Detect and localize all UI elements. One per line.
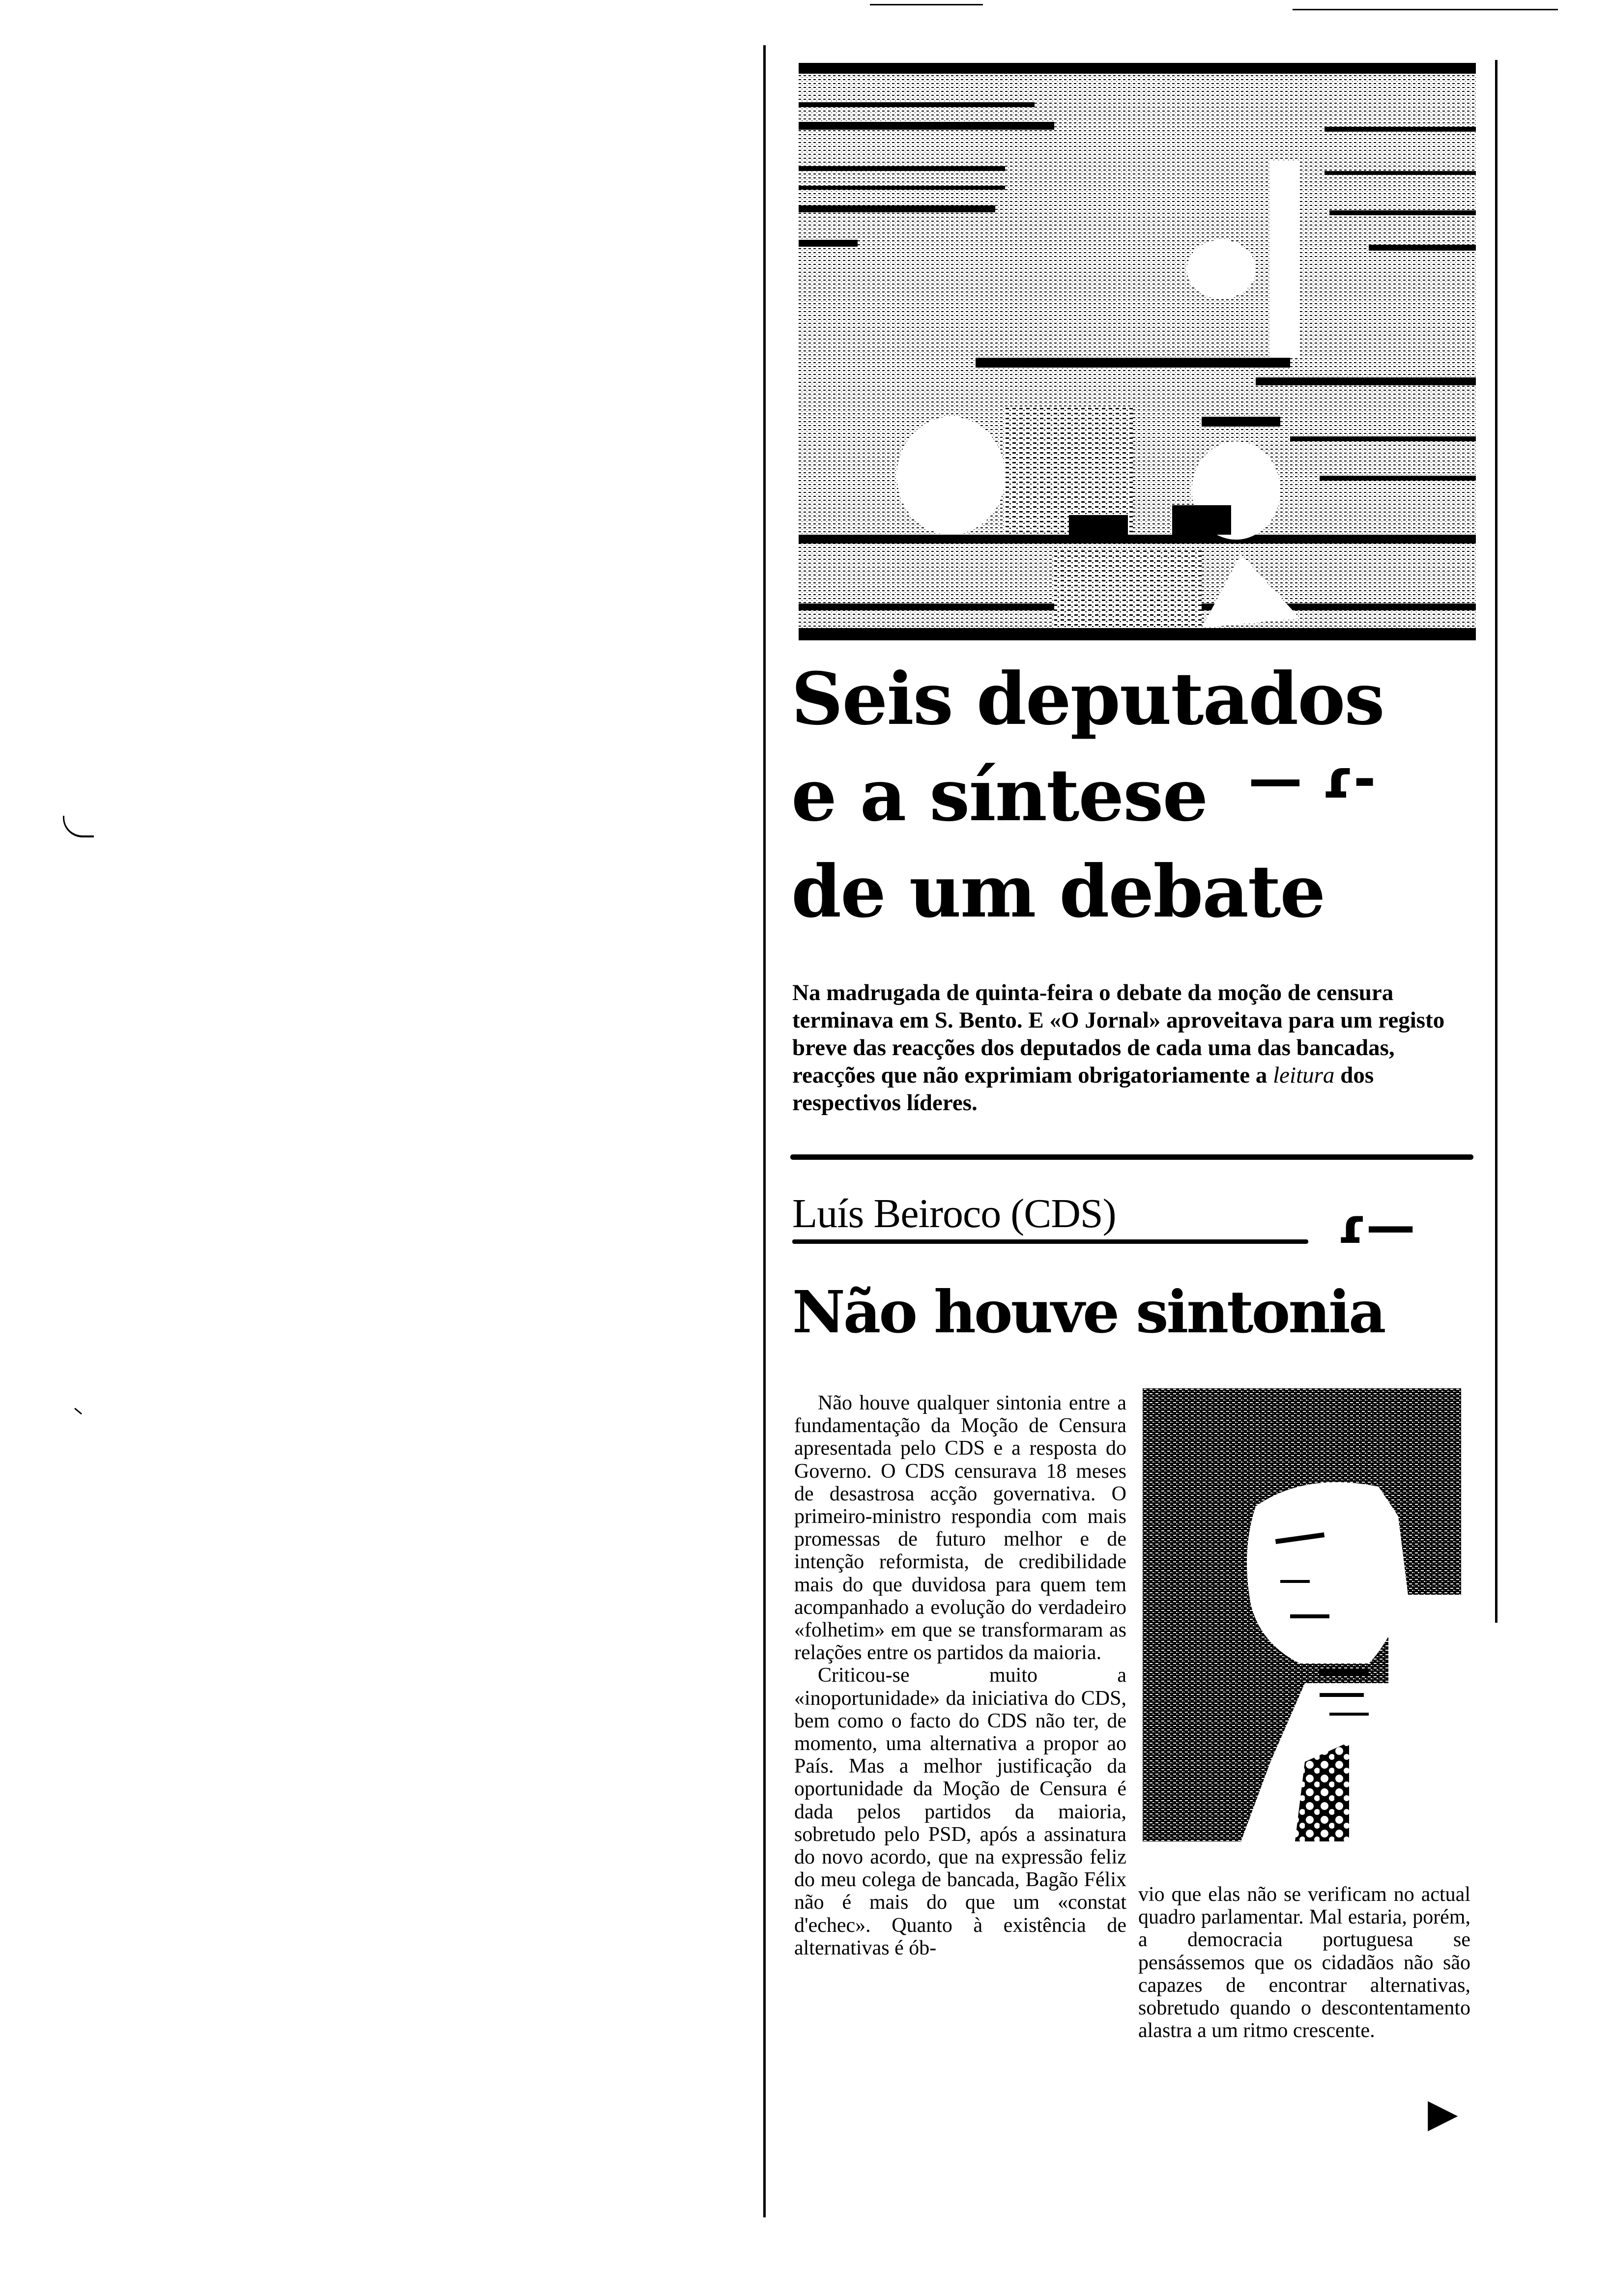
left-column-rule bbox=[763, 45, 766, 2217]
body-paragraph-3: vio que elas não se verificam no actual quadro parlamentar. Mal estaria, porém, a democracia portuguesa se pensássemos que os cidadãos não são capazes de encontrar alternativas, sobretudo quando o descontentamento alastra a um ritmo crescente. bbox=[1138, 1883, 1470, 2042]
margin-mark-curve bbox=[63, 816, 94, 837]
margin-mark-tick bbox=[74, 1408, 82, 1415]
body-paragraph-2: Criticou-se muito a «inoportunidade» da iniciativa do CDS, bem como o facto do CDS não ter, de momento, uma alternativa a propor ao País. Mas a melhor justificação da oportunidade da Moção de Censura é dada pelos partidos da maioria, sobretudo pelo PSD, após a assinatura do novo acordo, que na expressão feliz do meu colega de bancada, Bagão Félix não é mais do que um «constat d'echec». Quanto à existência de alternativas é ób- bbox=[794, 1664, 1126, 1959]
lede-text: Na madrugada de quinta-feira o debate da moção de censura terminava em S. Bento. E «O Jornal» aproveitava para um registo breve das reacções dos deputados de cada uma das bancadas, reacções que não exprimiam obrigatoriamente a bbox=[792, 980, 1445, 1088]
headline-line-2: e a síntese bbox=[791, 753, 1208, 837]
portrait-photo bbox=[1143, 1388, 1461, 1841]
section-separator-rule bbox=[790, 1154, 1473, 1160]
lede-italic-word: leitura bbox=[1273, 1062, 1335, 1088]
body-paragraph-1: Não houve qualquer sintonia entre a fundamentação da Moção de Censura apresentada pelo CDS e a resposta do Governo. O CDS censurava 18 meses de desastrosa acção governativa. O primeiro-ministro respondia com mais promessas de futuro melhor e de intenção reformista, de credibilidade mais do que duvidosa para quem tem acompanhado a evolução do verdadeiro «folhetim» em que se transformaram as relações entre os partidos da maioria. bbox=[794, 1392, 1126, 1665]
headline-line-1: Seis deputados bbox=[791, 657, 1384, 741]
top-photo bbox=[799, 63, 1476, 640]
scan-edge-line-left bbox=[870, 4, 983, 5]
portrait-photo-image bbox=[1143, 1388, 1461, 1841]
headline-line-3: de um debate bbox=[791, 850, 1325, 934]
lede-paragraph bbox=[792, 979, 1466, 1117]
right-column-rule bbox=[1495, 60, 1497, 1623]
handwritten-mark-byline: ɾ— bbox=[1337, 1197, 1415, 1255]
scan-edge-line-right bbox=[1293, 9, 1558, 10]
byline: Luís Beiroco (CDS) bbox=[792, 1191, 1116, 1236]
parliament-photo-image bbox=[799, 63, 1476, 640]
lede-text-end: dos respectivos líderes. bbox=[792, 1062, 1374, 1116]
byline-underline bbox=[792, 1239, 1308, 1244]
subhead: Não houve sintonia bbox=[792, 1278, 1384, 1346]
body-column-1 bbox=[794, 1392, 1126, 1959]
continuation-arrow-icon: ▶ bbox=[1428, 2090, 1458, 2136]
handwritten-mark-headline: — ɾ- bbox=[1248, 747, 1376, 810]
body-column-2 bbox=[1138, 1883, 1470, 2042]
